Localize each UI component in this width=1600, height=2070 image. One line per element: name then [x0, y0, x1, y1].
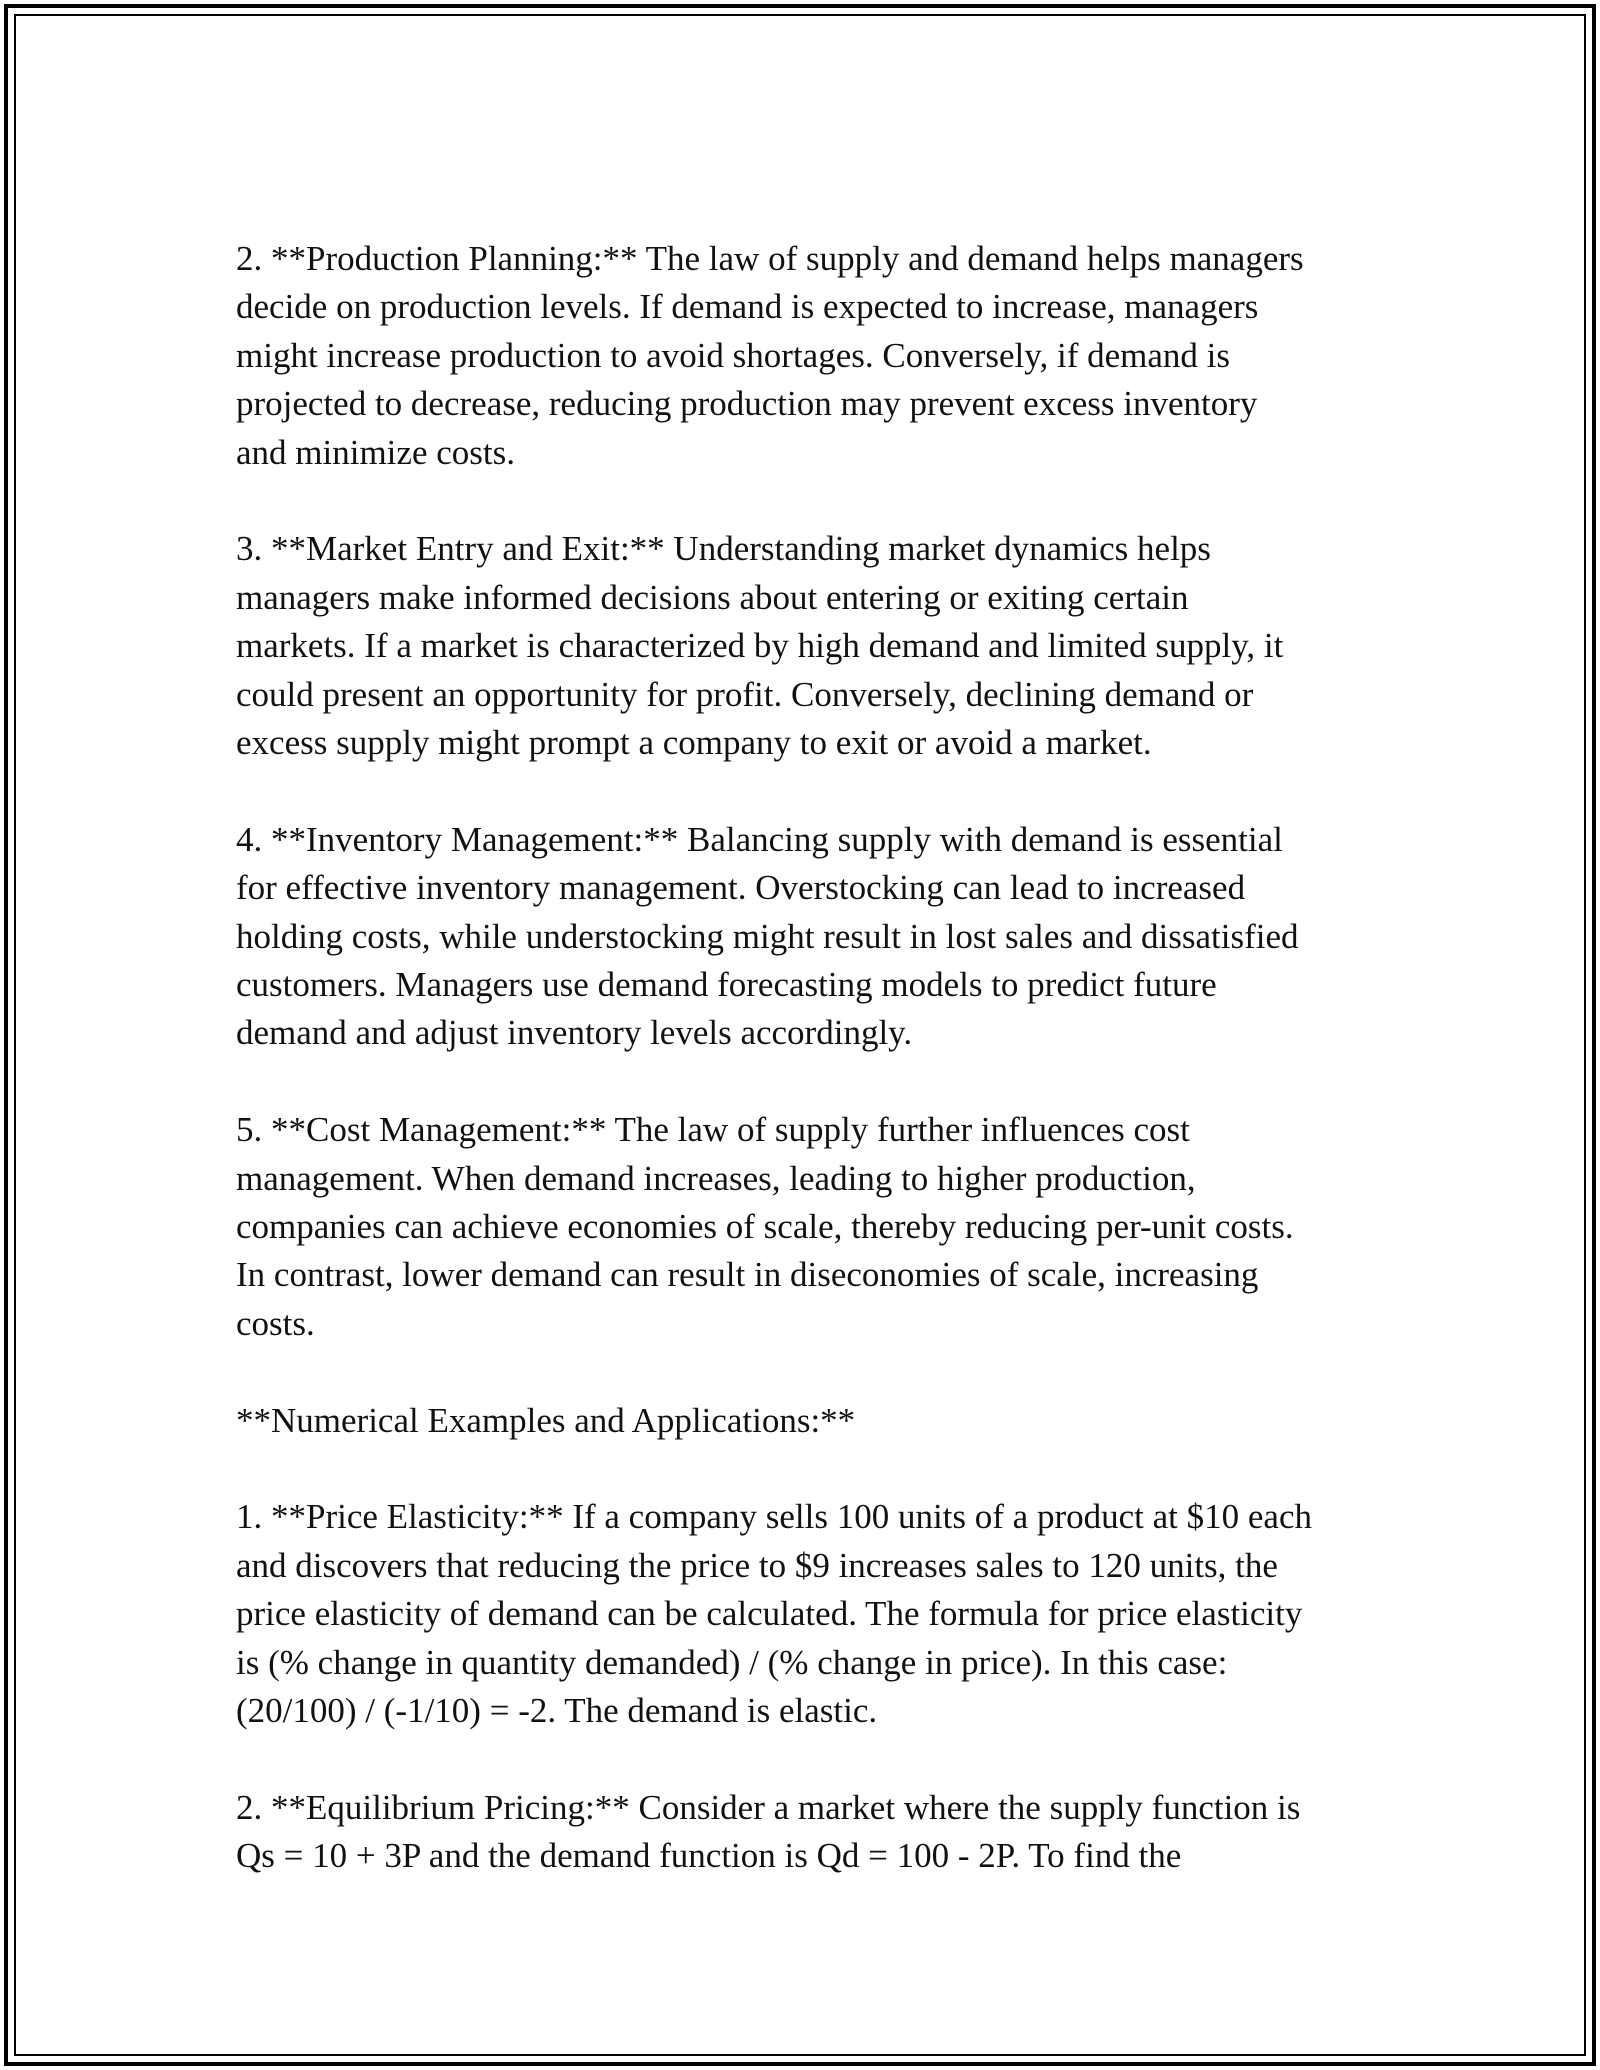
paragraph-equilibrium-pricing: 2. **Equilibrium Pricing:** Consider a market where the supply function is Qs = 10 + 3P and the demand function is Qd = 100 - 2P. To find the — [236, 1787, 1301, 1876]
paragraph-inventory-management: 4. **Inventory Management:** Balancing supply with demand is essential for effective inventory management. Overstocking can lead to increased holding costs, while understocking might result in lost sales and dissatisfied customers. Managers use demand forecasting models to predict future demand and adjust inventory levels accordingly. — [236, 819, 1299, 1053]
paragraph-price-elasticity: 1. **Price Elasticity:** If a company sells 100 units of a product at $10 each and discovers that reducing the price to $9 increases sales to 120 units, the price elasticity of demand can be calculated. The formula for price elasticity is (% change in quantity demanded) / (% change in price). In this case: (20/100) / (-1/10) = -2. The demand is elastic. — [236, 1497, 1312, 1731]
section-heading-numerical-examples: **Numerical Examples and Applications:** — [236, 1400, 856, 1440]
paragraph-production-planning: 2. **Production Planning:** The law of supply and demand helps managers decide on production levels. If demand is expected to increase, managers might increase production to avoid shortages. Conversely, if demand is projected to decrease, reducing production may prevent excess inventory and minimize costs. — [236, 239, 1304, 472]
document-body — [236, 235, 1386, 1881]
paragraph-market-entry-exit: 3. **Market Entry and Exit:** Understanding market dynamics helps managers make informed decisions about entering or exiting certain markets. If a market is characterized by high demand and limited supply, it could present an opportunity for profit. Conversely, declining demand or excess supply might prompt a company to exit or avoid a market. — [236, 529, 1284, 763]
paragraph-cost-management: 5. **Cost Management:** The law of supply further influences cost management. When demand increases, leading to higher production, companies can achieve economies of scale, thereby reducing per-unit costs. In contrast, lower demand can result in diseconomies of scale, increasing costs. — [236, 1110, 1294, 1343]
